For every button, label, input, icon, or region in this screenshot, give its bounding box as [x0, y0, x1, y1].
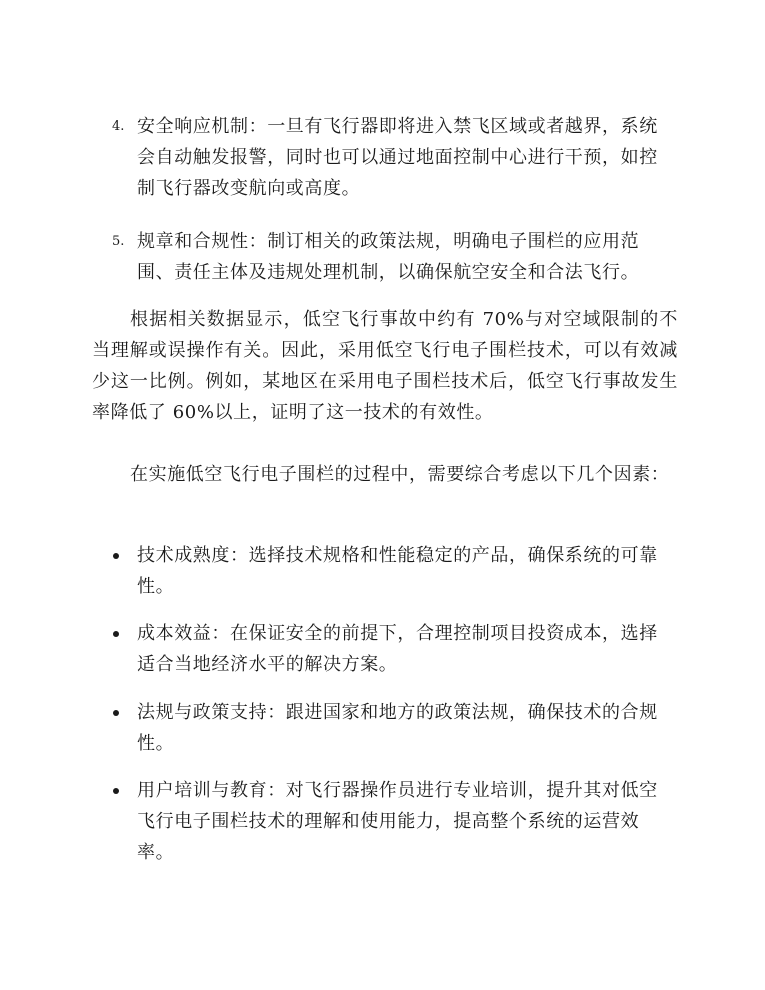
list-item — [0, 111, 765, 204]
bullet-item — [0, 540, 765, 602]
bullet-item-text: 技术成熟度：选择技术规格和性能稳定的产品，确保系统的可靠性。 — [137, 545, 658, 597]
bullet-dot-icon — [113, 788, 119, 794]
bullet-item — [0, 697, 765, 759]
bullet-item-text: 法规与政策支持：跟进国家和地方的政策法规，确保技术的合规性。 — [137, 702, 658, 754]
bullet-item — [0, 775, 765, 868]
bullet-item-text: 成本效益：在保证安全的前提下，合理控制项目投资成本，选择适合当地经济水平的解决方案。 — [137, 623, 658, 675]
list-item-number: 5. — [112, 234, 125, 249]
list-item-text: 规章和合规性：制订相关的政策法规，明确电子围栏的应用范围、责任主体及违规处理机制，以确保航空安全和合法飞行。 — [137, 231, 640, 283]
bullet-item — [0, 618, 765, 680]
body-paragraph: 根据相关数据显示，低空飞行事故中约有 70%与对空域限制的不当理解或误操作有关。因此，采用低空飞行电子围栏技术，可以有效减少这一比例。例如，某地区在采用电子围栏技术后，低空飞行事故发生率降低了 60%以上，证明了这一技术的有效性。 — [92, 309, 678, 423]
bullet-dot-icon — [113, 631, 119, 637]
bullet-item-text: 用户培训与教育：对飞行器操作员进行专业培训，提升其对低空飞行电子围栏技术的理解和使用能力，提高整个系统的运营效率。 — [137, 780, 658, 863]
list-item-number: 4. — [112, 119, 125, 134]
bullet-dot-icon — [113, 553, 119, 559]
list-item-text: 安全响应机制：一旦有飞行器即将进入禁飞区域或者越界，系统会自动触发报警，同时也可以通过地面控制中心进行干预，如控制飞行器改变航向或高度。 — [137, 116, 658, 199]
list-item — [0, 226, 765, 288]
bullet-dot-icon — [113, 710, 119, 716]
body-paragraph: 在实施低空飞行电子围栏的过程中，需要综合考虑以下几个因素： — [130, 464, 670, 485]
